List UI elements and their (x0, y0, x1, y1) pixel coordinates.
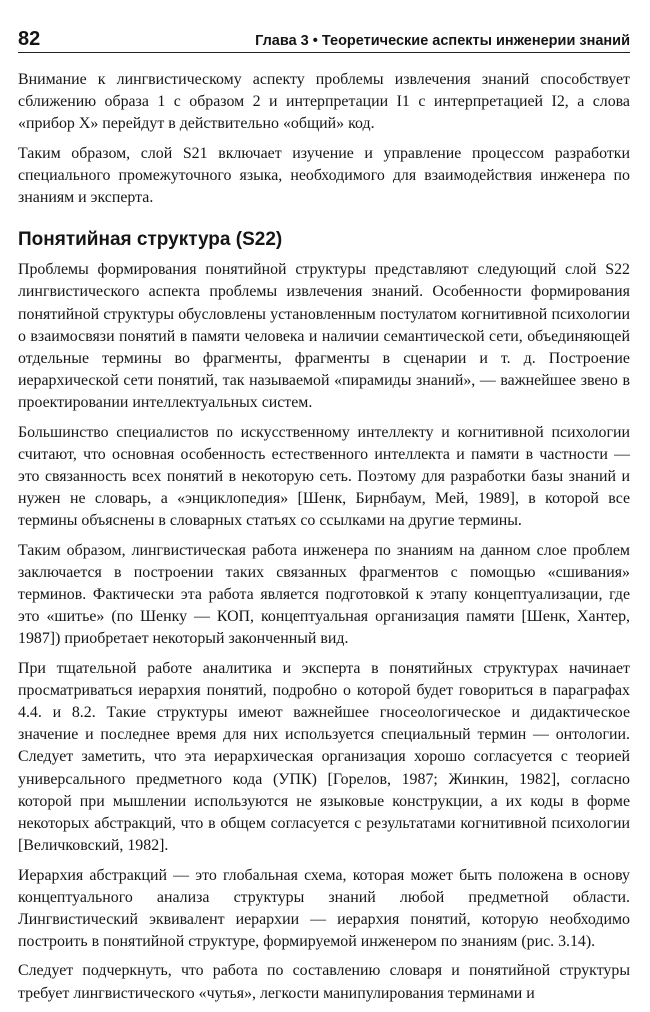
page-number: 82 (18, 28, 41, 50)
section-heading: Понятийная структура (S22) (18, 229, 283, 251)
book-page (18, 28, 630, 1012)
paragraph: Следует подчеркнуть, что работа по составлению словаря и понятийной структуры требует лингвистического «чутья», легкости манипулирования терминами и (18, 962, 630, 1002)
paragraph: Внимание к лингвистическому аспекту проблемы извлечения знаний способствует сближению образа 1 с образом 2 и интерпретации I1 с интерпретацией I2, а слова «прибор X» перейдут в действительно «общий» код. (18, 71, 630, 133)
paragraph: Таким образом, лингвистическая работа инженера по знаниям на данном слое проблем заключается в построении таких связанных фрагментов с помощью «сшивания» терминов. Фактически эта работа является подготовкой к этапу концептуализации, где это «шитье» (по Шенку — КОП, концептуальная организация памяти [Шенк, Хантер, 1987]) приобретает некоторый законченный вид. (18, 541, 630, 648)
paragraph: Проблемы формирования понятийной структуры представляют следующий слой S22 лингвистического аспекта проблемы извлечения знаний. Особенности формирования понятийной структуры обусловлены установленным постулатом когнитивной психологии о взаимосвязи понятий в памяти человека и наличии семантической сети, объединяющей отдельные термины во фрагменты, фрагменты в сценарии и т. д. Построение иерархической сети понятий, так называемой «пирамиды знаний», — важнейшее звено в проектировании интеллектуальных систем. (18, 261, 630, 412)
paragraph: Таким образом, слой S21 включает изучение и управление процессом разработки специального промежуточного языка, необходимого для взаимодействия инженера по знаниям и эксперта. (18, 144, 630, 207)
paragraph: Большинство специалистов по искусственному интеллекту и когнитивной психологии считают, что основная особенность естественного интеллекта и памяти в частности — это связанность всех понятий в некоторую сеть. Поэтому для разработки базы знаний и нужен не словарь, а «энциклопедия» [Шенк, Бирнбаум, Мей, 1989], в которой все термины объяснены в словарных статьях со ссылками на другие термины. (18, 423, 630, 530)
paragraph: Иерархия абстракций — это глобальная схема, которая может быть положена в основу концептуального анализа структуры знаний любой предметной области. Лингвистический эквивалент иерархии — иерархия понятий, которую необходимо построить в понятийной структуре, формируемой инженером по знаниям (рис. 3.14). (18, 866, 630, 951)
body-text (18, 69, 630, 1005)
paragraph: При тщательной работе аналитика и эксперта в понятийных структурах начинает просматриваться иерархия понятий, подробно о которой будет говориться в параграфах 4.4. и 8.2. Такие структуры имеют важнейшее гносеологическое и дидактическое значение и последнее время для них используется специальный термин — онтологии. Следует заметить, что эта иерархическая организация хорошо согласуется с теорией универсального предметного кода (УПК) [Горелов, 1987; Жинкин, 1982], согласно которой при мышлении используются не языковые конструкции, а их коды в форме некоторых абстракций, что в общем согласуется с результатами когнитивной психологии [Величковский, 1982]. (18, 659, 630, 855)
running-head (18, 28, 630, 53)
chapter-title: Глава 3 • Теоретические аспекты инженерии знаний (255, 33, 630, 49)
